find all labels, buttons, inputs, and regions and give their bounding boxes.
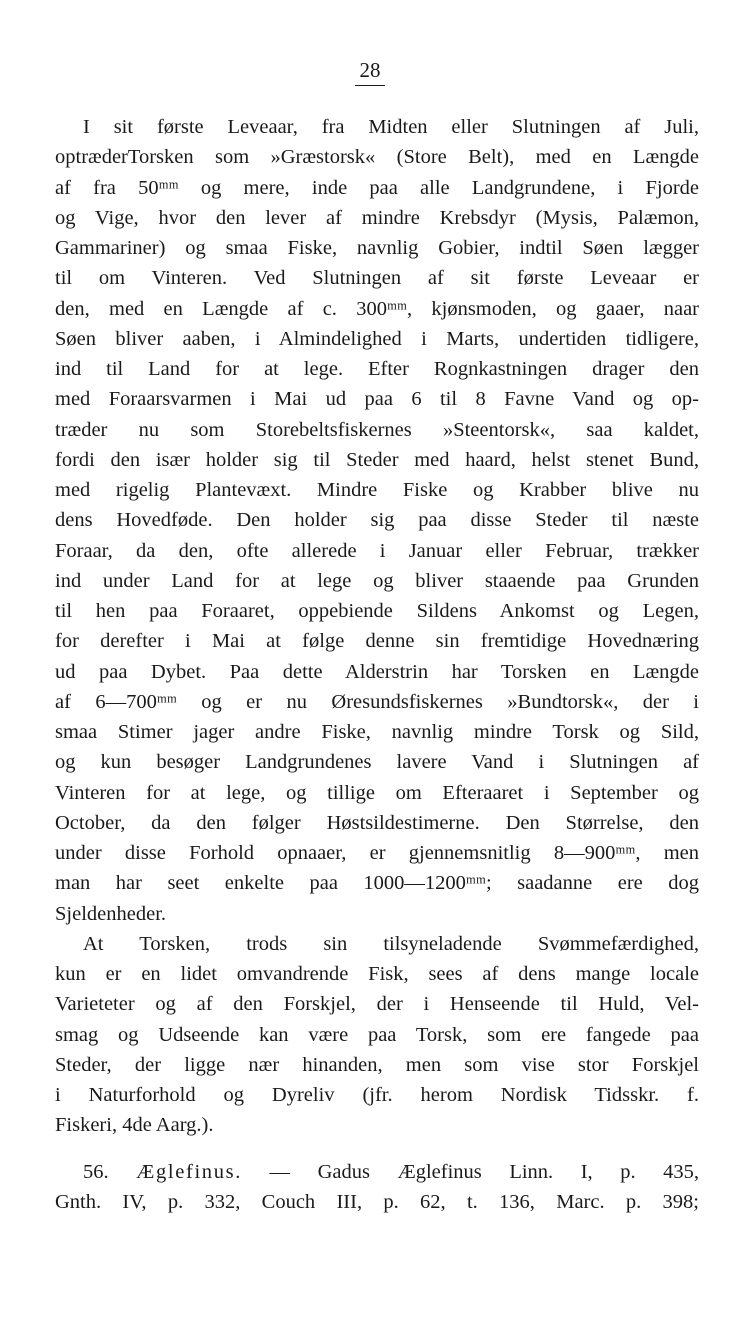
text-line: October, da den følger Høstsildestimerne. Den Størrelse, den bbox=[55, 811, 699, 834]
text-line: træder nu som Storebeltsfiskernes »Steentorsk«, saa kaldet, bbox=[55, 418, 699, 441]
paragraph-spacer bbox=[55, 1141, 699, 1157]
text-line: til hen paa Foraaret, oppebiende Sildens Ankomst og Legen, bbox=[55, 600, 699, 622]
text-line: dens Hovedføde. Den holder sig paa disse Steder til næste bbox=[55, 509, 699, 532]
text-line: ud paa Dybet. Paa dette Alderstrin har Torsken en Længde bbox=[55, 660, 699, 683]
text-line: At Torsken, trods sin tilsyneladende Svømmefærdighed, bbox=[83, 932, 699, 955]
text-line: I sit første Leveaar, fra Midten eller Slutningen af Juli, bbox=[83, 116, 699, 138]
text-line: kun er en lidet omvandrende Fisk, sees af dens mange locale bbox=[55, 963, 699, 985]
text-line: af 6—700ᵐᵐ og er nu Øresundsfiskernes »Bundtorsk«, der i bbox=[55, 690, 699, 713]
text-line: med rigelig Plantevæxt. Mindre Fiske og Krabber blive nu bbox=[55, 479, 699, 501]
text-line: Sjeldenheder. bbox=[55, 902, 167, 925]
species-name: Æglefinus. bbox=[136, 1160, 242, 1183]
text-line: for derefter i Mai at følge denne sin fremtidige Hovednæring bbox=[55, 630, 699, 653]
species-entry-heading-line bbox=[55, 1157, 699, 1187]
text-line: og kun besøger Landgrundenes lavere Vand i Slutningen af bbox=[55, 751, 699, 774]
text-line: ind under Land for at lege og bliver staaende paa Grunden bbox=[55, 569, 699, 592]
paragraph-life-stages bbox=[55, 112, 699, 929]
text-line: Steder, der ligge nær hinanden, men som vise stor Forskjel bbox=[55, 1053, 699, 1076]
text-line: man har seet enkelte paa 1000—1200ᵐᵐ; saadanne ere dog bbox=[55, 872, 699, 895]
text-line: i Naturforhold og Dyreliv (jfr. herom Nordisk Tidsskr. f. bbox=[55, 1084, 699, 1106]
text-line: og Vige, hvor den lever af mindre Krebsdyr (Mysis, Palæmon, bbox=[55, 206, 699, 229]
body-text bbox=[55, 112, 699, 1217]
text-line: Vinteren for at lege, og tillige om Efteraaret i September og bbox=[55, 781, 699, 804]
text-line: smag og Udseende kan være paa Torsk, som ere fangede paa bbox=[55, 1023, 699, 1046]
species-entry bbox=[55, 1157, 699, 1218]
text-line: optræderTorsken som »Græstorsk« (Store Belt), med en Længde bbox=[55, 146, 699, 169]
text-line: Gammariner) og smaa Fiske, navnlig Gobier, indtil Søen lægger bbox=[55, 237, 699, 259]
text-line: den, med en Længde af c. 300ᵐᵐ, kjønsmoden, og gaaer, naar bbox=[55, 297, 699, 320]
text-line: med Foraarsvarmen i Mai ud paa 6 til 8 Favne Vand og op- bbox=[55, 388, 699, 411]
text-line: Varieteter og af den Forskjel, der i Henseende til Huld, Vel- bbox=[55, 993, 699, 1016]
text-line: af fra 50ᵐᵐ og mere, inde paa alle Landgrundene, i Fjorde bbox=[55, 176, 699, 199]
text-line: Fiskeri, 4de Aarg.). bbox=[55, 1114, 214, 1137]
species-synonymy: — Gadus Æglefinus Linn. I, p. 435, bbox=[269, 1160, 699, 1183]
text-line: under disse Forhold opnaaer, er gjennemsnitlig 8—900ᵐᵐ, men bbox=[55, 842, 699, 864]
species-synonymy-line: Gnth. IV, p. 332, Couch III, p. 62, t. 136, Marc. p. 398; bbox=[55, 1190, 699, 1213]
text-line: fordi den især holder sig til Steder med haard, helst stenet Bund, bbox=[55, 448, 699, 471]
text-line: Søen bliver aaben, i Almindelighed i Marts, undertiden tidligere, bbox=[55, 327, 699, 350]
species-entry-number: 56. bbox=[83, 1160, 109, 1183]
page-number: 28 bbox=[359, 58, 381, 82]
text-line: smaa Stimer jager andre Fiske, navnlig mindre Torsk og Sild, bbox=[55, 721, 699, 743]
text-line: ind til Land for at lege. Efter Rognkastningen drager den bbox=[55, 358, 699, 380]
paragraph-local-varieties bbox=[55, 929, 699, 1141]
page-number-underline bbox=[355, 85, 385, 86]
text-line: til om Vinteren. Ved Slutningen af sit første Leveaar er bbox=[55, 267, 699, 290]
text-line: Foraar, da den, ofte allerede i Januar eller Februar, trækker bbox=[55, 539, 699, 562]
